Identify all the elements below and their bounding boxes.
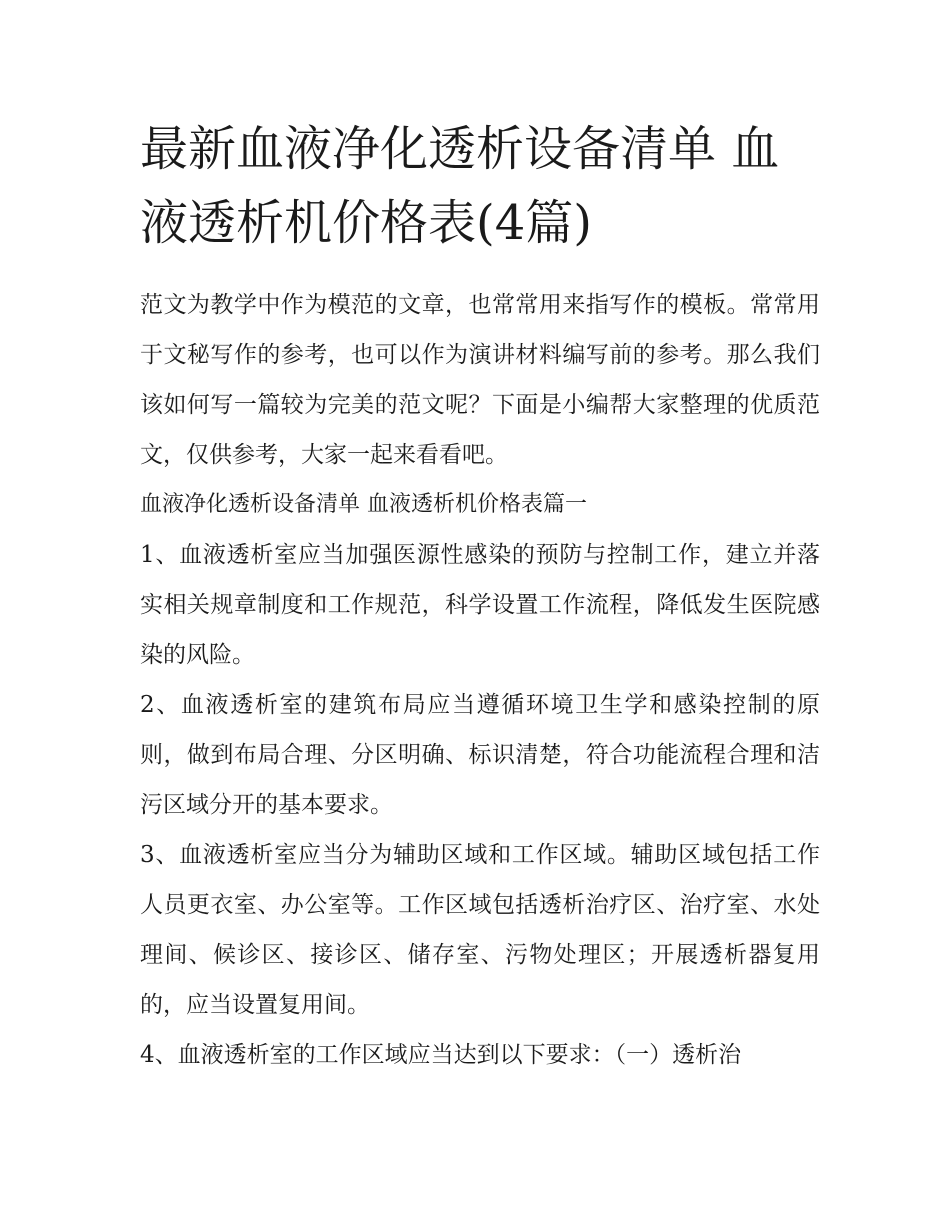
intro-paragraph: 范文为教学中作为模范的文章，也常常用来指写作的模板。常常用于文秘写作的参考，也可以作为演讲材料编写前的参考。那么我们该如何写一篇较为完美的范文呢？下面是小编帮大家整理的优质范文，仅供参考，大家一起来看看吧。 bbox=[140, 292, 820, 468]
document-page bbox=[140, 112, 820, 1080]
list-item: 3、血液透析室应当分为辅助区域和工作区域。辅助区域包括工作人员更衣室、办公室等。工作区域包括透析治疗区、治疗室、水处理间、候诊区、接诊区、储存室、污物处理区；开展透析器复用的，应当设置复用间。 bbox=[140, 842, 820, 1018]
document-title: 最新血液净化透析设备清单 血液透析机价格表(4篇) bbox=[140, 121, 780, 251]
list-item: 4、血液透析室的工作区域应当达到以下要求：（一）透析治 bbox=[140, 1042, 742, 1068]
list-item: 1、血液透析室应当加强医源性感染的预防与控制工作，建立并落实相关规章制度和工作规范，科学设置工作流程，降低发生医院感染的风险。 bbox=[140, 542, 820, 668]
section-heading: 血液净化透析设备清单 血液透析机价格表篇一 bbox=[140, 492, 587, 517]
list-item: 2、血液透析室的建筑布局应当遵循环境卫生学和感染控制的原则，做到布局合理、分区明确、标识清楚，符合功能流程合理和洁污区域分开的基本要求。 bbox=[140, 692, 820, 818]
